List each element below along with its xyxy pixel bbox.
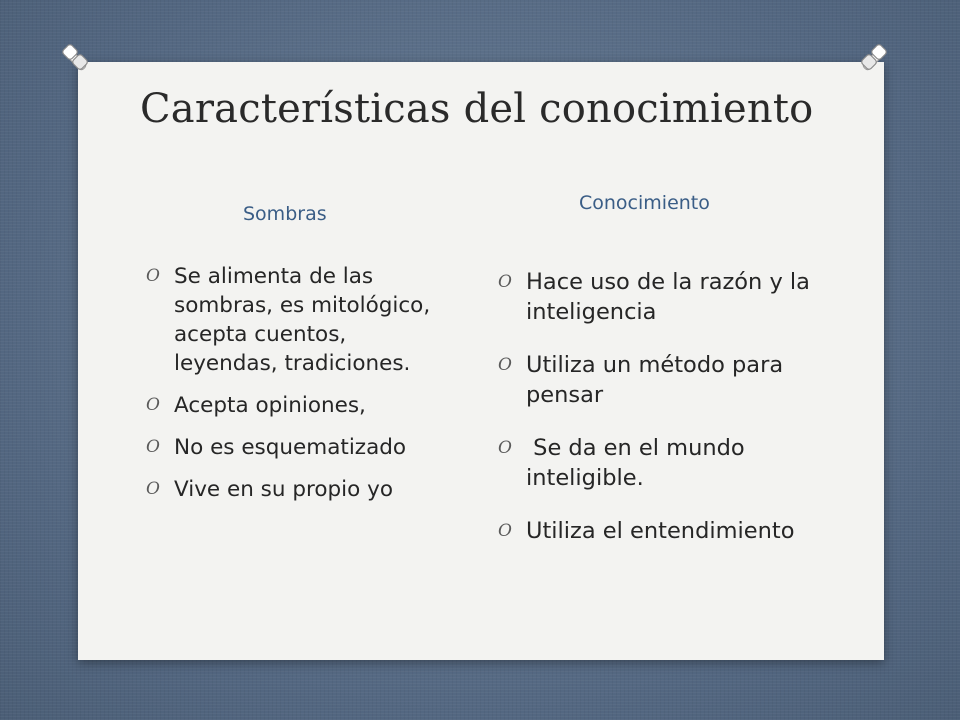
bullet-text: Se alimenta de las sombras, es mitológico, acepta cuentos, leyendas, tradiciones.: [174, 264, 431, 376]
bullet-marker-icon: O: [146, 266, 160, 286]
pushpin-icon: [857, 40, 891, 74]
list-item: [496, 267, 826, 327]
bullet-marker-icon: O: [146, 479, 160, 499]
list-item: [496, 350, 826, 410]
bullet-text: Utiliza el entendimiento: [526, 518, 795, 544]
bullet-text: Hace uso de la razón y la inteligencia: [526, 269, 810, 325]
bullet-marker-icon: O: [498, 272, 512, 292]
list-item: [144, 262, 444, 378]
list-item: [496, 516, 826, 546]
list-item: [144, 433, 444, 462]
bullet-text: Vive en su propio yo: [174, 477, 393, 502]
bullet-marker-icon: O: [146, 437, 160, 457]
slide-title: Características del conocimiento: [140, 86, 814, 132]
list-item: [496, 433, 826, 493]
bullet-text: Utiliza un método para pensar: [526, 352, 784, 408]
bullet-marker-icon: O: [498, 438, 512, 458]
bullet-marker-icon: O: [498, 521, 512, 541]
list-item: [144, 475, 444, 504]
pushpin-icon: [58, 40, 92, 74]
bullet-text: No es esquematizado: [174, 435, 407, 460]
bullet-text: Acepta opiniones,: [174, 393, 366, 418]
bullet-marker-icon: O: [146, 395, 160, 415]
bullet-list-sombras: [144, 262, 444, 517]
list-item: [144, 391, 444, 420]
column-heading-sombras: Sombras: [243, 203, 327, 225]
column-heading-conocimiento: Conocimiento: [579, 192, 710, 214]
bullet-list-conocimiento: [496, 267, 826, 569]
bullet-marker-icon: O: [498, 355, 512, 375]
bullet-text: Se da en el mundo inteligible.: [526, 435, 752, 491]
